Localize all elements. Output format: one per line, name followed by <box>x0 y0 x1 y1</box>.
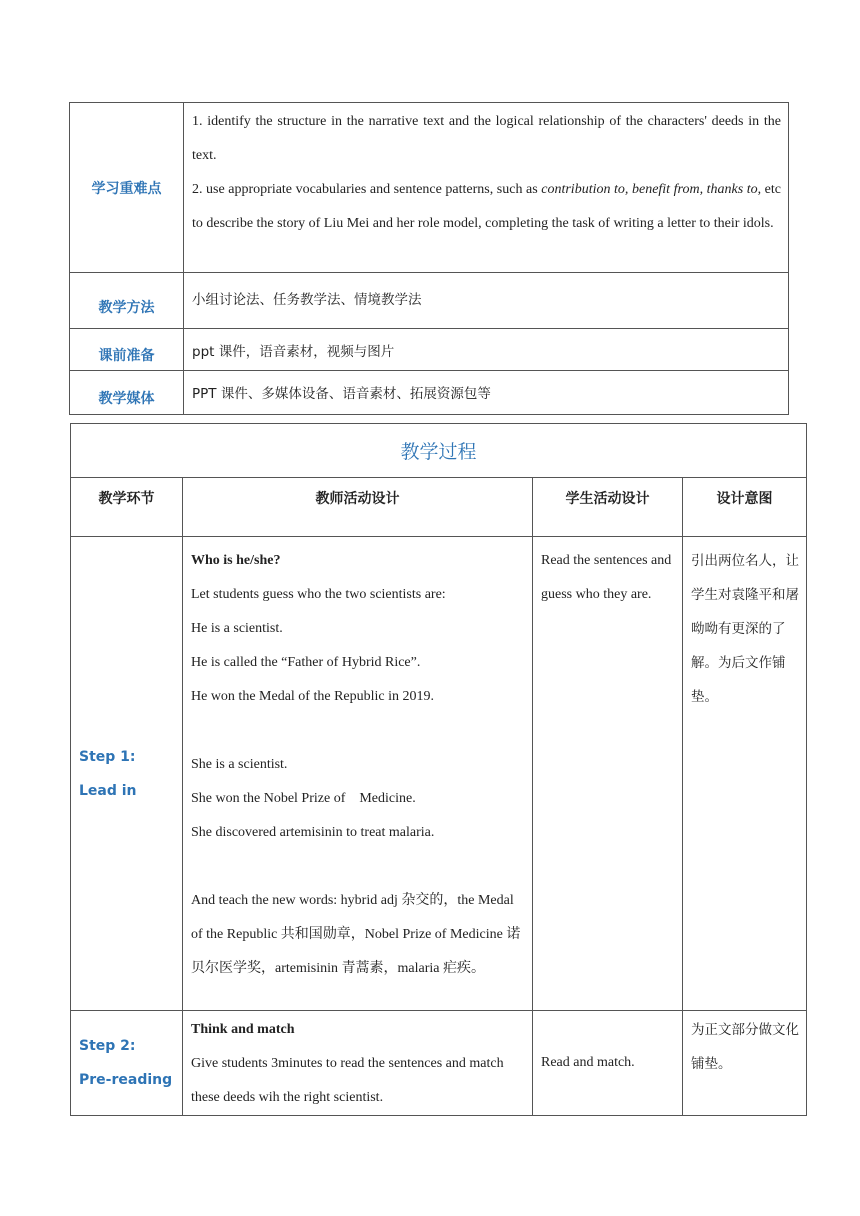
step-2-teacher <box>183 1011 533 1116</box>
info-value-media: PPT 课件、多媒体设备、语音素材、拓展资源包等 <box>184 371 789 415</box>
info-label-media: 教学媒体 <box>70 371 184 415</box>
step-2-student: Read and match. <box>533 1011 683 1116</box>
header-stage: 教学环节 <box>71 478 183 537</box>
info-value-methods: 小组讨论法、任务教学法、情境教学法 <box>184 273 789 329</box>
step-1-student: Read the sentences and guess who they are. <box>533 537 683 1011</box>
header-teacher: 教师活动设计 <box>183 478 533 537</box>
teacher-line: She is a scientist. <box>191 757 288 772</box>
teacher-line: She won the Nobel Prize of Medicine. <box>191 791 416 806</box>
process-title: 教学过程 <box>71 424 807 478</box>
step-1-teacher <box>183 537 533 1011</box>
teacher-vocab: And teach the new words: hybrid adj 杂交的，the Medal of the Republic 共和国勋章，Nobel Prize of Medicine 诺贝尔医学奖，artemisinin 青蒿素，malaria 疟疾。 <box>191 893 521 976</box>
teacher-heading: Think and match <box>191 1022 295 1037</box>
step-2-label: Step 2: Pre-reading <box>71 1011 183 1116</box>
teacher-line: He is called the “Father of Hybrid Rice”. <box>191 655 421 670</box>
step-1-label: Step 1: Lead in <box>71 537 183 1011</box>
info-label-preparation: 课前准备 <box>70 329 184 371</box>
teacher-line: Give students 3minutes to read the sentences and match these deeds wih the right scientist. <box>191 1056 504 1105</box>
process-header-row <box>71 478 807 537</box>
teacher-line-blank <box>191 714 525 748</box>
info-table <box>69 102 789 415</box>
info-row-media <box>70 371 789 415</box>
teacher-heading: Who is he/she? <box>191 553 281 568</box>
teacher-line: He is a scientist. <box>191 621 283 636</box>
teacher-line-blank <box>191 850 525 884</box>
key-phrases: contribution to, benefit from, thanks to <box>541 182 758 197</box>
process-table <box>70 423 807 1116</box>
header-intent: 设计意图 <box>683 478 807 537</box>
difficulty-point-1: 1. identify the structure in the narrative text and the logical relationship of the characters' deeds in the text. <box>192 114 781 163</box>
step-row-2 <box>71 1011 807 1116</box>
info-label-methods: 教学方法 <box>70 273 184 329</box>
teacher-line: He won the Medal of the Republic in 2019. <box>191 689 435 704</box>
header-student: 学生活动设计 <box>533 478 683 537</box>
info-row-methods <box>70 273 789 329</box>
info-label-difficulty: 学习重难点 <box>70 103 184 273</box>
step-1-intent: 引出两位名人，让学生对袁隆平和屠呦呦有更深的了解。为后文作铺垫。 <box>683 537 807 1011</box>
difficulty-points <box>184 103 789 273</box>
info-row-difficulty <box>70 103 789 273</box>
info-row-preparation <box>70 329 789 371</box>
step-2-intent: 为正文部分做文化铺垫。 <box>683 1011 807 1116</box>
info-value-preparation: ppt 课件，语音素材，视频与图片 <box>184 329 789 371</box>
teacher-line: Let students guess who the two scientists are: <box>191 587 446 602</box>
step-row-1 <box>71 537 807 1011</box>
teacher-line: She discovered artemisinin to treat malaria. <box>191 825 435 840</box>
difficulty-point-2: 2. use appropriate vocabularies and sentence patterns, such as contribution to, benefit from, thanks to, etc to describe the story of Liu Mei and her role model, completing the task of writing a letter to their idols. <box>192 182 782 231</box>
process-title-row <box>71 424 807 478</box>
